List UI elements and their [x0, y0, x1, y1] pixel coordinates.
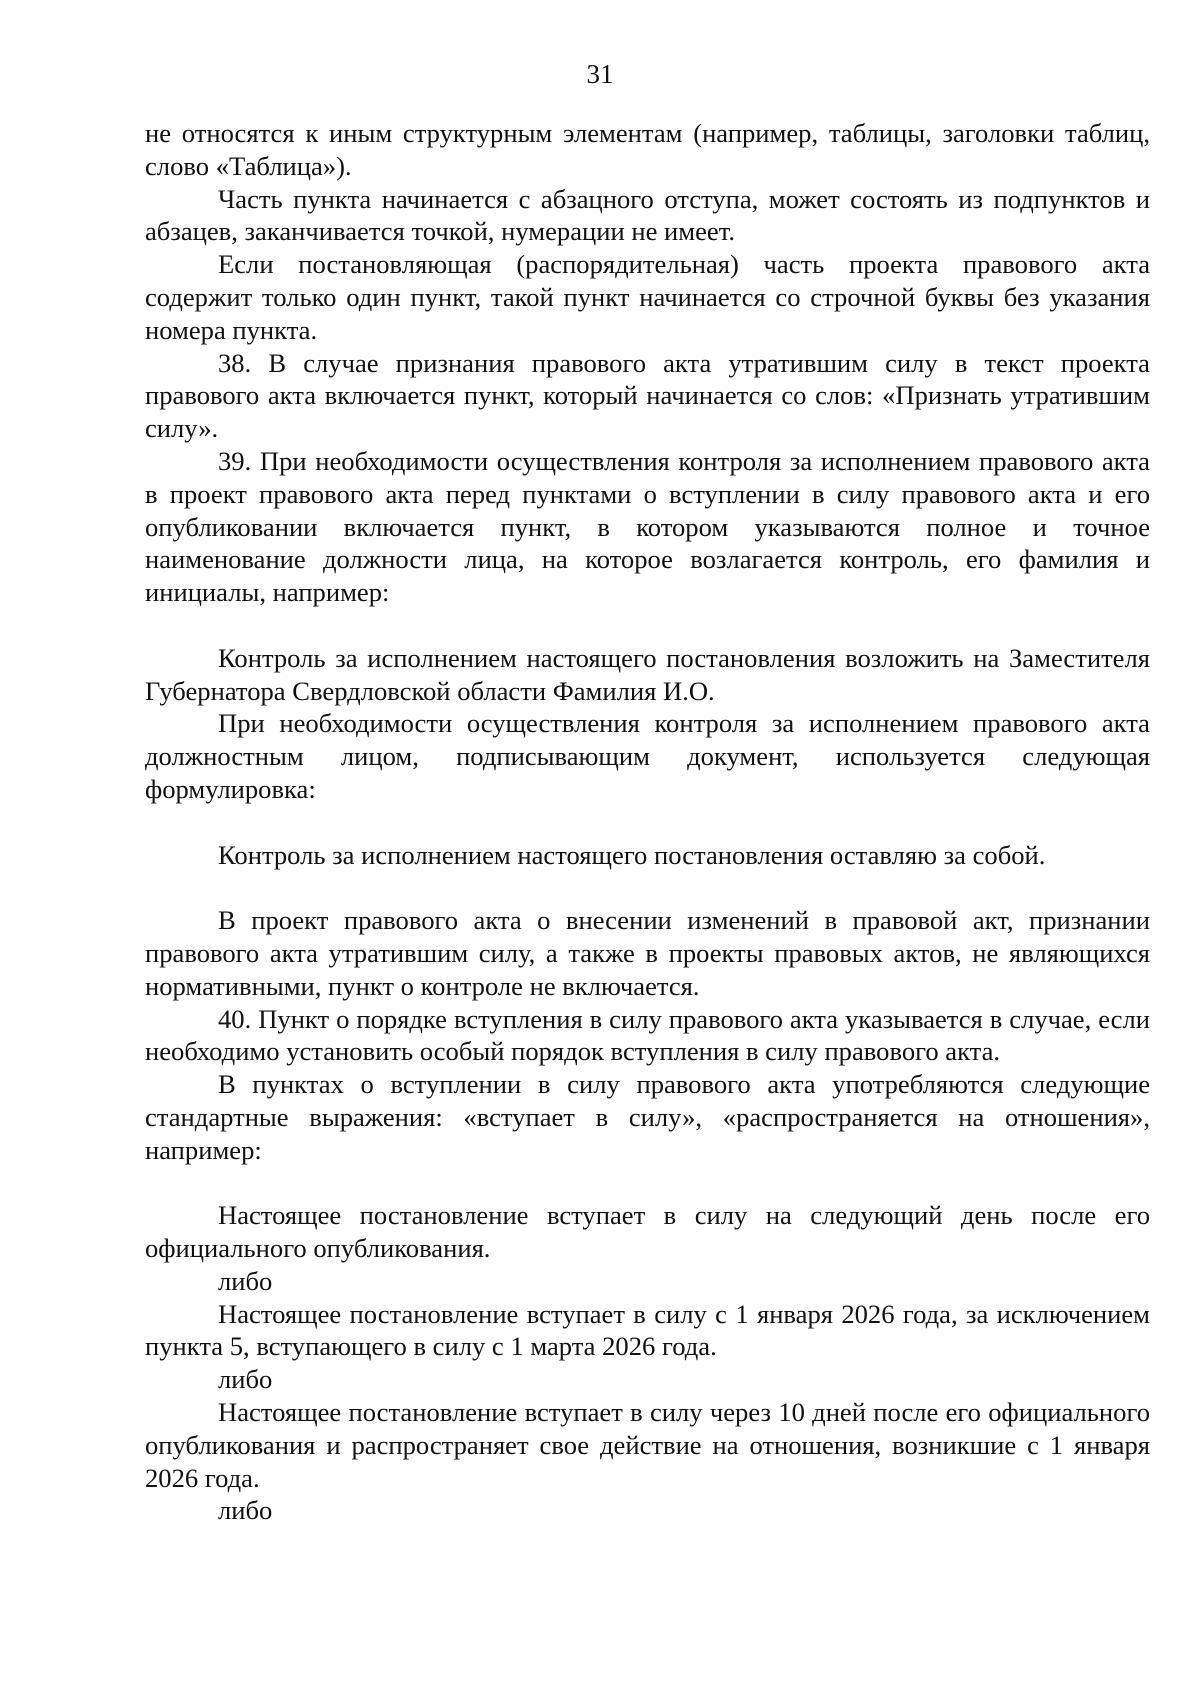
- paragraph-standard-expressions: В пунктах о вступлении в силу правового акта употребляются следующие стандартные выражения: «вступает в силу», «распространяется на отношения», например:: [145, 1069, 1150, 1165]
- paragraph-no-control-point: В проект правового акта о внесении изменений в правовой акт, признании правового акта утратившим силу, а также в проекты правовых актов, не являющихся нормативными, пункт о контроле не включается.: [145, 905, 1150, 1001]
- paragraph-part-of-point: Часть пункта начинается с абзацного отступа, может состоять из подпунктов и абзацев, заканчивается точкой, нумерации не имеет.: [145, 183, 1150, 247]
- paragraph-table-elements: не относятся к иным структурным элементам (например, таблицы, заголовки таблиц, слово «Таблица»).: [145, 118, 1150, 181]
- paragraph-single-point: Если постановляющая (распорядительная) часть проекта правового акта содержит только один пункт, такой пункт начинается со строчной буквы без указания номера пункта.: [145, 249, 1150, 345]
- blank-line: [145, 609, 1150, 642]
- page-number: 31: [586, 59, 614, 89]
- paragraph-point-38: 38. В случае признания правового акта утратившим силу в текст проекта правового акта включается пункт, который начинается со слов: «Признать утратившим силу».: [145, 347, 1150, 444]
- blank-line: [145, 806, 1150, 839]
- document-body: [145, 117, 1150, 1527]
- paragraph-control-signer: При необходимости осуществления контроля за исполнением правового акта должностным лицом, подписывающим документ, используется следующая формулировка:: [145, 708, 1150, 804]
- paragraph-point-40: 40. Пункт о порядке вступления в силу правового акта указывается в случае, если необходимо установить особый порядок вступления в силу правового акта.: [145, 1003, 1150, 1067]
- example-effective-january: Настоящее постановление вступает в силу с 1 января 2026 года, за исключением пункта 5, вступающего в силу с 1 марта 2026 года.: [145, 1298, 1150, 1362]
- blank-line: [145, 1167, 1150, 1200]
- example-effective-next-day: Настоящее постановление вступает в силу на следующий день после его официального опубликования.: [145, 1200, 1150, 1264]
- example-control-self: Контроль за исполнением настоящего постановления оставляю за собой.: [218, 839, 1046, 870]
- alternative-word: либо: [218, 1495, 273, 1526]
- example-effective-ten-days: Настоящее постановление вступает в силу через 10 дней после его официального опубликования и распространяет свое действие на отношения, возникшие с 1 января 2026 года.: [145, 1397, 1150, 1493]
- blank-line: [145, 871, 1150, 904]
- alternative-word: либо: [218, 1265, 273, 1296]
- example-control-assignment: Контроль за исполнением настоящего постановления возложить на Заместителя Губернатора Свердловской области Фамилия И.О.: [145, 642, 1150, 706]
- paragraph-point-39: 39. При необходимости осуществления контроля за исполнением правового акта в проект правового акта перед пунктами о вступлении в силу правового акта и его опубликовании включается пункт, в котором указываются полное и точное наименование должности лица, на которое возлагается контроль, его фамилия и инициалы, например:: [145, 445, 1150, 608]
- alternative-word: либо: [218, 1364, 273, 1395]
